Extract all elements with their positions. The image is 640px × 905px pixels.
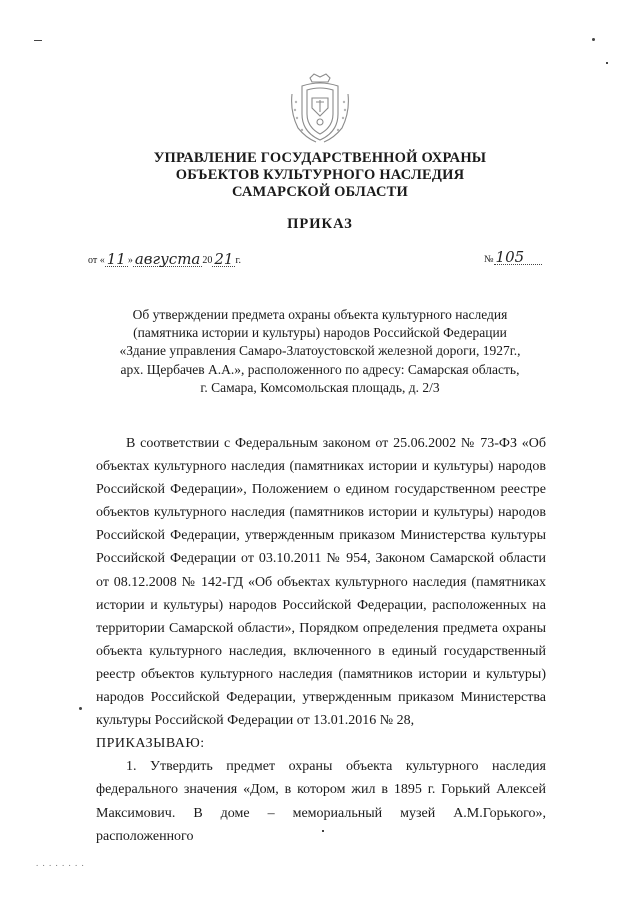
scan-mark (592, 38, 595, 41)
authority-line: УПРАВЛЕНИЕ ГОСУДАРСТВЕННОЙ ОХРАНЫ (153, 150, 487, 166)
number-prefix: № (484, 254, 494, 265)
date-month: августа (134, 250, 201, 268)
date-prefix: от « (88, 255, 105, 266)
date-suffix: г. (235, 255, 241, 266)
number-value: 105 (494, 250, 542, 265)
scan-mark (34, 40, 42, 41)
scan-mark (606, 62, 608, 64)
order-subject (110, 306, 530, 397)
subject-line: Об утверждении предмета охраны объекта культурного наследия (132, 307, 508, 322)
order-word: ПРИКАЗЫВАЮ: (96, 736, 205, 752)
subject-line: г. Самара, Комсомольская площадь, д. 2/3 (200, 379, 440, 395)
subject-line: «Здание управления Самаро-Златоустовской железной дороги, 1927г., (119, 343, 521, 359)
issuing-authority (120, 150, 520, 201)
date-day: 11 (106, 250, 126, 268)
scan-dots: . . . . . . . . (36, 858, 85, 868)
authority-line: САМАРСКОЙ ОБЛАСТИ (231, 184, 409, 200)
subject-line: (памятника истории и культуры) народов Российской Федерации (133, 325, 507, 341)
coat-of-arms-icon (288, 72, 352, 146)
date-year-prefix: 20 (202, 255, 213, 266)
date-year: 21 (214, 250, 234, 268)
document-type: ПРИКАЗ (287, 216, 353, 232)
scan-mark (79, 707, 82, 710)
document-date (88, 252, 241, 267)
date-quote-close: » (127, 255, 133, 266)
subject-line: арх. Щербачев А.А.», расположенного по адресу: Самарская область, (120, 361, 520, 377)
order-item-1: 1. Утвердить предмет охраны объекта культурного наследия федерального значения «Дом, в котором жил в 1895 г. Горький Алексей Максимович. В доме – мемориальный музей А.М.Горького», расположенного (96, 759, 546, 844)
preamble-paragraph: В соответствии с Федеральным законом от 25.06.2002 № 73-ФЗ «Об объектах культурного наследия (памятниках истории и культуры) народов Российской Федерации», Положением о едином государственном реестре объектов культурного наследия (памятников истории и культуры) народов Российской Федерации, утвержденным приказом Министерства культуры Российской Федерации от 03.10.2011 № 954, Законом Самарской области от 08.12.2008 № 142-ГД «Об объектах культурного наследия (памятниках истории и культуры) народов Российской Федерации, расположенных на территории Самарской области», Порядком определения предмета охраны объекта культурного наследия, включенного в единый государственный реестр объектов культурного наследия (памятников истории и культуры) народов Российской Федерации, утвержденным приказом Министерства культуры Российской Федерации от 13.01.2016 № 28, (96, 436, 546, 729)
document-number (484, 250, 542, 265)
scan-mark (322, 830, 324, 832)
authority-line: ОБЪЕКТОВ КУЛЬТУРНОГО НАСЛЕДИЯ (175, 167, 465, 183)
order-body (96, 432, 546, 848)
